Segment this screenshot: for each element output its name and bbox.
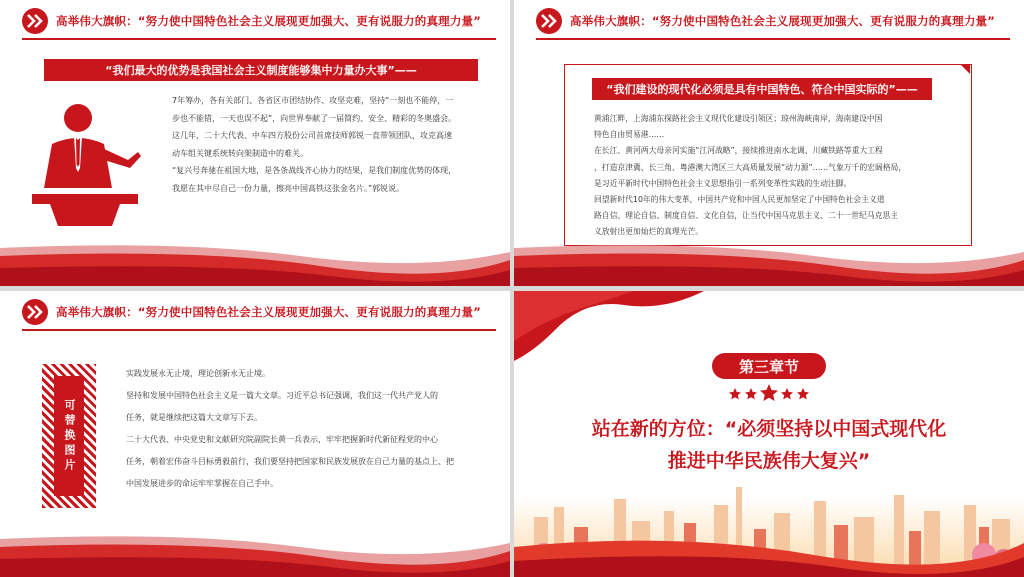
- header-title: 高举伟大旗帜：“努力使中国特色社会主义展现更加强大、更有说服力的真理力量”: [56, 14, 482, 28]
- paragraph: 二十大代表、中央党史和文献研究院副院长黄一兵表示，牢牢把握新时代新征程党的中心: [126, 435, 438, 444]
- speaker-icon: [30, 98, 145, 228]
- double-chevron-icon: [22, 299, 48, 325]
- red-flag-decoration: [514, 291, 704, 371]
- paragraph: 在长江、黄河两大母亲河实施“江河战略”，接续推进南水北调、川藏铁路等重大工程: [594, 146, 883, 156]
- double-chevron-icon: [22, 8, 48, 34]
- slide-header: [22, 299, 481, 325]
- red-wave-decoration: [514, 226, 1024, 286]
- title-line: 站在新的方位：“必须坚持以中国式现代化: [591, 418, 947, 440]
- double-chevron-icon: [536, 8, 562, 34]
- paragraph: 步也不能错，一天也误不起”，向世界奉献了一届简约、安全、精彩的冬奥盛会。: [172, 113, 457, 123]
- paragraph: 是习近平新时代中国特色社会主义思想指引一系列变革性实践的生动注脚。: [594, 178, 852, 188]
- city-skyline-decoration: [514, 477, 1024, 577]
- stars-decoration: [727, 384, 811, 402]
- paragraph: 这几年，二十大代表、中车四方股份公司首席技师郭锐一直带领团队，攻克高速: [172, 131, 452, 140]
- quote-banner: “我们最大的优势是我国社会主义制度能够集中力量办大事”——: [44, 59, 478, 81]
- paragraph: 实践发展永无止境，理论创新永无止境。: [126, 369, 270, 378]
- paragraph: 回望新时代10年的伟大变革，中国共产党和中国人民更加坚定了中国特色社会主义道: [594, 195, 885, 205]
- slide-2[interactable]: [514, 0, 1024, 286]
- body-text: [172, 92, 492, 197]
- red-wave-decoration: [0, 226, 510, 286]
- slide-header: [536, 8, 995, 34]
- slide-1[interactable]: [0, 0, 510, 286]
- placeholder-label: 可替换图片: [54, 376, 84, 496]
- paragraph: 任务，就是继续把这篇大文章写下去。: [126, 413, 262, 422]
- slide-4[interactable]: [514, 291, 1024, 577]
- chapter-badge: 第三章节: [712, 353, 826, 379]
- header-title: 高举伟大旗帜：“努力使中国特色社会主义展现更加强大、更有说服力的真理力量”: [56, 305, 482, 319]
- body-text: [594, 111, 964, 241]
- header-divider: [22, 329, 496, 331]
- paragraph: ，打造京津冀、长三角、粤港澳大湾区三大高质量发展“动力源”……气象万千的宏阔格局，: [594, 162, 907, 172]
- header-divider: [22, 38, 496, 40]
- red-wave-decoration: [0, 517, 510, 577]
- quote-banner: “我们建设的现代化必须是具有中国特色、符合中国实际的”——: [592, 78, 932, 100]
- body-text: [126, 363, 494, 495]
- paragraph: 路自信、理论自信、制度自信、文化自信，让当代中国马克思主义、二十一世纪马克思主: [594, 211, 899, 221]
- frame-corner: [960, 64, 970, 74]
- section-title: [514, 413, 1024, 477]
- paragraph: 特色自由贸易港……: [594, 130, 665, 140]
- slide-header: [22, 8, 481, 34]
- paragraph: 中国发展进步的命运牢牢掌握在自己手中。: [126, 479, 278, 488]
- paragraph: 7年筹办，各有关部门、各省区市团结协作、攻坚克难，坚持“一刻也不能停，一: [172, 96, 454, 105]
- paragraph: 动车组关键系统转向架制造中的难关。: [172, 148, 308, 158]
- paragraph: 任务，朝着宏伟奋斗目标勇毅前行，我们要坚持把国家和民族发展放在自己力量的基点上、把: [126, 457, 454, 466]
- paragraph: 坚持和发展中国特色社会主义是一篇大文章。习近平总书记强调，我们这一代共产党人的: [126, 391, 438, 400]
- title-line: 推进中华民族伟大复兴”: [667, 450, 871, 472]
- header-divider: [536, 38, 1010, 40]
- paragraph: 义放射出更加灿烂的真理光芒。: [594, 227, 704, 237]
- paragraph: “复兴号奔驰在祖国大地，是各条战线齐心协力的结果，是我们制度优势的体现，: [172, 166, 457, 175]
- header-title: 高举伟大旗帜：“努力使中国特色社会主义展现更加强大、更有说服力的真理力量”: [570, 14, 996, 28]
- image-placeholder[interactable]: [42, 364, 96, 508]
- slide-3[interactable]: [0, 291, 510, 577]
- paragraph: 我愿在其中尽自己一份力量，擦亮中国高铁这张金名片。”郭锐说。: [172, 183, 405, 193]
- paragraph: 黄浦江畔，上海浦东探路社会主义现代化建设引领区；琼州海峡南岸，海南建设中国: [594, 114, 883, 123]
